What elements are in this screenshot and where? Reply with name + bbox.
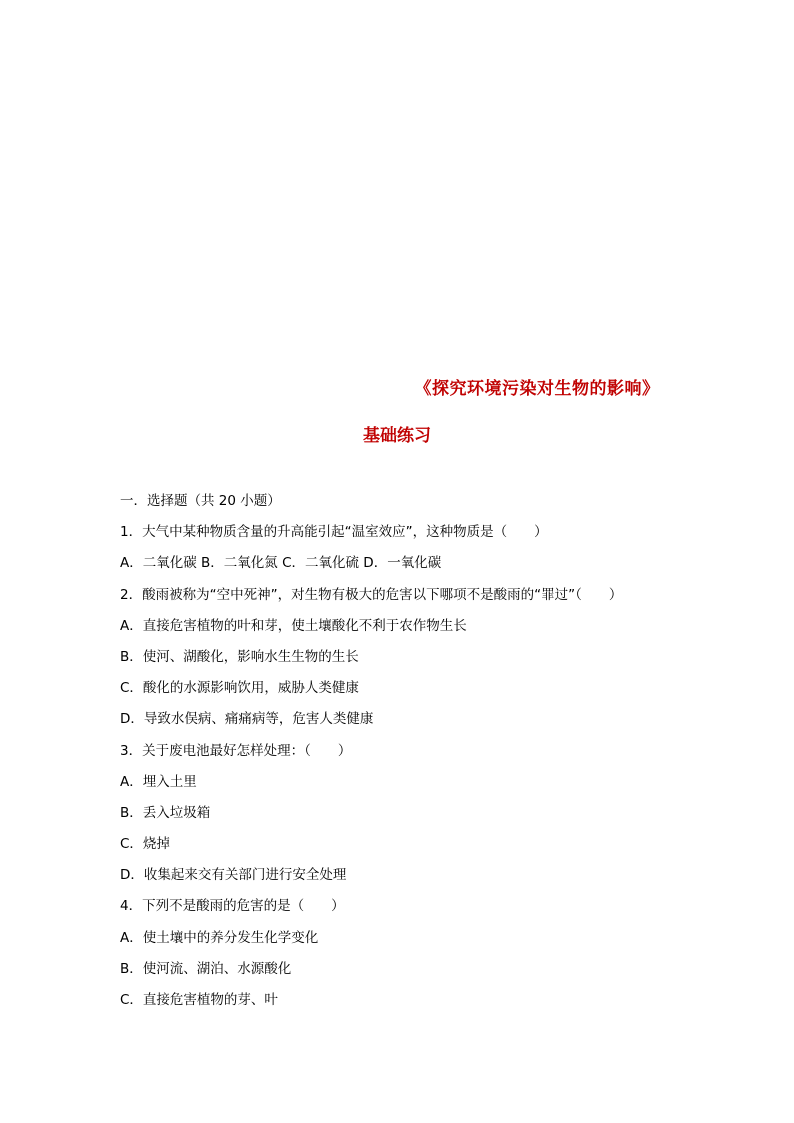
question-2-option-b: B．使河、湖酸化，影响水生生物的生长 (120, 648, 359, 665)
question-3-option-b: B．丢入垃圾箱 (120, 804, 211, 821)
question-2-option-c: C．酸化的水源影响饮用，威胁人类健康 (120, 680, 359, 697)
question-list (120, 486, 720, 1016)
question-4: 4．下列不是酸雨的危害的是（ ） (120, 898, 345, 915)
question-2-option-a: A．直接危害植物的叶和芽，使土壤酸化不利于农作物生长 (120, 617, 467, 634)
question-4-option-b: B．使河流、湖泊、水源酸化 (120, 960, 292, 977)
section-heading: 一．选择题（共 20 小题） (120, 493, 281, 509)
question-2-option-d: D．导致水俣病、痛痛病等，危害人类健康 (120, 711, 374, 728)
question-3-option-a: A．埋入土里 (120, 773, 197, 790)
question-3: 3．关于废电池最好怎样处理：（ ） (120, 742, 352, 759)
question-4-option-c: C．直接危害植物的芽、叶 (120, 992, 278, 1008)
document-title: 《探究环境污染对生物的影响》 (414, 379, 660, 399)
question-1-options: A．二氧化碳 B．二氧化氮 C．二氧化硫 D．一氧化碳 (120, 555, 442, 572)
question-3-option-d: D．收集起来交有关部门进行安全处理 (120, 867, 347, 884)
question-2: 2．酸雨被称为“空中死神”，对生物有极大的危害以下哪项不是酸雨的“罪过”（ ） (120, 586, 623, 603)
question-3-option-c: C．烧掉 (120, 836, 170, 853)
question-1: 1．大气中某种物质含量的升高能引起“温室效应”，这种物质是（ ） (120, 524, 548, 541)
document-subtitle: 基础练习 (363, 426, 431, 446)
question-4-option-a: A．使土壤中的养分发生化学变化 (120, 929, 319, 946)
